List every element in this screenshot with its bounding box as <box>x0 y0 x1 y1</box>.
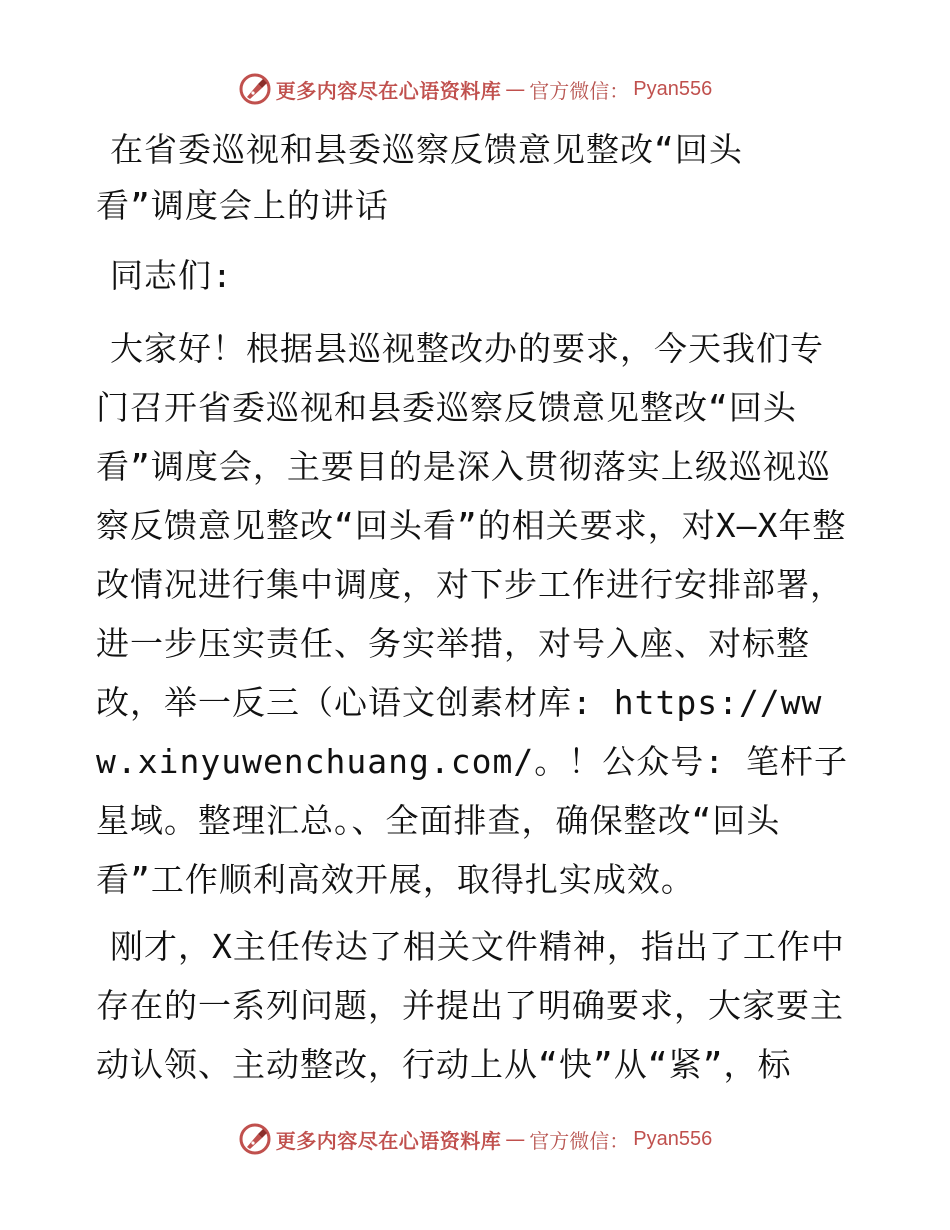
banner-site-name: 更多内容尽在心语资料库 <box>275 1128 502 1153</box>
title-line-1: 在省委巡视和县委巡察反馈意见整改“回头 <box>110 130 743 169</box>
paragraph-1: 大家好！根据县巡视整改办的要求，今天我们专门召开省委巡视和县委巡察反馈意见整改“回头看”调度会，主要目的是深入贯彻落实上级巡视巡察反馈意见整改“回头看”的相关要求，对X—X年整改情况进行集中调度，对下步工作进行安排部署，进一步压实责任、务实举措，对号入座、对标整改，举一反三（心语文创素材库: https://www.xinyuwenchuang.com/。！公众号: 笔杆子星域。整理汇总。、全面排查，确保整改“回头看”工作顺利高效开展，取得扎实成效。 <box>96 329 848 899</box>
pen-nib-logo-icon <box>238 1122 272 1156</box>
banner-site-name: 更多内容尽在心语资料库 <box>275 78 502 103</box>
banner-dash: — <box>505 1127 526 1151</box>
banner-wechat-label: 官方微信： <box>529 1128 630 1153</box>
banner-wechat-id: Pyan556 <box>633 1127 713 1150</box>
document-body <box>96 122 856 1102</box>
banner-wechat-label: 官方微信： <box>529 78 630 103</box>
salutation: 同志们: <box>110 256 233 295</box>
banner-dash: — <box>505 77 526 101</box>
title-line-2: 看”调度会上的讲话 <box>96 186 389 225</box>
header-banner <box>0 72 950 106</box>
pen-nib-logo-icon <box>238 72 272 106</box>
paragraph-2: 刚才，X主任传达了相关文件精神，指出了工作中存在的一系列问题，并提出了明确要求，大家要主动认领、主动整改，行动上从“快”从“紧”，标 <box>96 927 845 1084</box>
footer-banner <box>0 1122 950 1156</box>
document-title <box>96 122 856 234</box>
banner-wechat-id: Pyan556 <box>633 77 713 100</box>
